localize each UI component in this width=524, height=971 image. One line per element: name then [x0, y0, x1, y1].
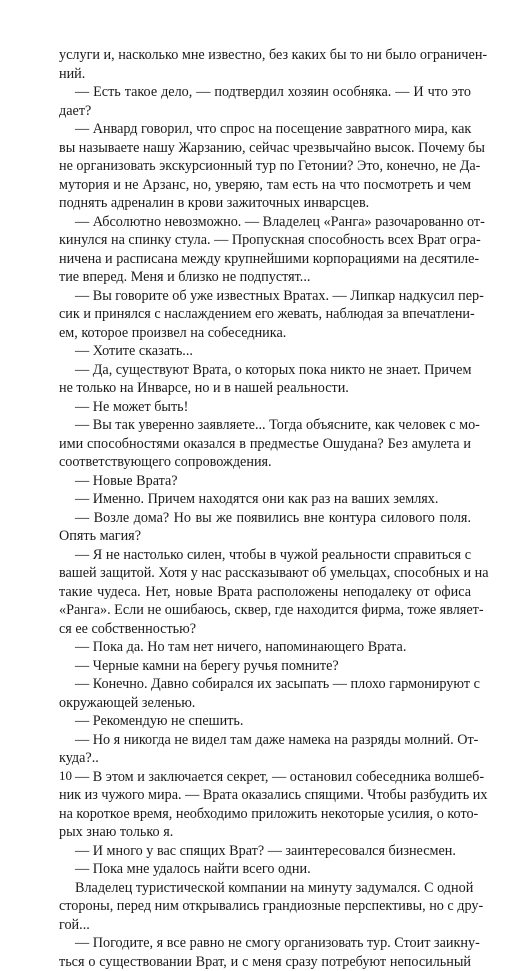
text-line: «Ранга». Если не ошибаюсь, сквер, где находится фирма, тоже являет-	[59, 601, 471, 620]
text-line: — Погодите, я все равно не смогу организовать тур. Стоит заикну-	[59, 934, 471, 953]
text-line: — Рекомендую не спешить.	[59, 712, 471, 731]
text-line: рых знаю только я.	[59, 823, 471, 842]
text-line: не организовать экскурсионный тур по Гетонии? Это, конечно, не Да-	[59, 157, 471, 176]
text-line: сик и принялся с наслаждением его жевать, наблюдая за впечатлени-	[59, 305, 471, 324]
text-line: — Черные камни на берегу ручья помните?	[59, 657, 471, 676]
text-line: ся ее собственностью?	[59, 620, 471, 639]
text-line: кинулся на спинку стула. — Пропускная способность всех Врат огра-	[59, 231, 471, 250]
text-line: окружающей зеленью.	[59, 694, 471, 713]
text-line: — Пока мне удалось найти всего одни.	[59, 860, 471, 879]
text-line: — Возле дома? Но вы же появились вне контура силового поля.	[59, 509, 471, 528]
text-line: — Вы говорите об уже известных Вратах. — Липкар надкусил пер-	[59, 287, 471, 306]
text-line: куда?..	[59, 749, 471, 768]
text-line: — В этом и заключается секрет, — остановил собеседника волшеб-	[59, 768, 471, 787]
text-line: Владелец туристической компании на минуту задумался. С одной	[59, 879, 471, 898]
text-line: — И много у вас спящих Врат? — заинтересовался бизнесмен.	[59, 842, 471, 861]
text-line: — Я не настолько силен, чтобы в чужой реальности справиться с	[59, 546, 471, 565]
text-line: ник из чужого мира. — Врата оказались спящими. Чтобы разбудить их	[59, 786, 471, 805]
body-text	[59, 46, 471, 971]
text-line: — Хотите сказать...	[59, 342, 471, 361]
text-line: вы называете нашу Жарзанию, сейчас чрезвычайно высок. Почему бы	[59, 139, 471, 158]
text-line: — Есть такое дело, — подтвердил хозяин особняка. — И что это	[59, 83, 471, 102]
text-line: ем, которое произвел на собеседника.	[59, 324, 471, 343]
text-line: — Анвард говорил, что спрос на посещение завратного мира, как	[59, 120, 471, 139]
text-line: — Конечно. Давно собирался их засыпать — плохо гармонируют с	[59, 675, 471, 694]
text-line: поднять адреналин в крови зажиточных инварсцев.	[59, 194, 471, 213]
text-line: — Именно. Причем находятся они как раз на ваших землях.	[59, 490, 471, 509]
text-line: ний.	[59, 65, 471, 84]
page-number: 10	[59, 768, 72, 784]
text-line: — Новые Врата?	[59, 472, 471, 491]
text-line: вашей защитой. Хотя у нас рассказывают об умельцах, способных и на	[59, 564, 471, 583]
text-line: — Не может быть!	[59, 398, 471, 417]
text-line: тие вперед. Меня и близко не подпустят...	[59, 268, 471, 287]
text-line: дает?	[59, 102, 471, 121]
text-line: гой...	[59, 916, 471, 935]
text-line: — Пока да. Но там нет ничего, напоминающего Врата.	[59, 638, 471, 657]
text-line: — Абсолютно невозможно. — Владелец «Ранга» разочарованно от-	[59, 213, 471, 232]
text-line: стороны, перед ним открывались грандиозные перспективы, но с дру-	[59, 897, 471, 916]
text-line: ться о существовании Врат, и с меня сразу потребуют непосильный	[59, 953, 471, 971]
text-line: такие чудеса. Нет, новые Врата расположены неподалеку от офиса	[59, 583, 471, 602]
text-line: соответствующего сопровождения.	[59, 453, 471, 472]
text-line: ими способностями оказался в предместье Ошудана? Без амулета и	[59, 435, 471, 454]
text-line: услуги и, насколько мне известно, без каких бы то ни было ограничен-	[59, 46, 471, 65]
text-line: Опять магия?	[59, 527, 471, 546]
text-line: на короткое время, необходимо приложить некоторые усилия, о кото-	[59, 805, 471, 824]
text-line: — Да, существуют Врата, о которых пока никто не знает. Причем	[59, 361, 471, 380]
text-line: мутория и не Арзанс, но, уверяю, там есть на что посмотреть и чем	[59, 176, 471, 195]
text-line: — Вы так уверенно заявляете... Тогда объясните, как человек с мо-	[59, 416, 471, 435]
text-line: — Но я никогда не видел там даже намека на разряды молний. От-	[59, 731, 471, 750]
text-line: ничена и расписана между крупнейшими корпорациями на десятиле-	[59, 250, 471, 269]
text-line: не только на Инварсе, но и в нашей реальности.	[59, 379, 471, 398]
